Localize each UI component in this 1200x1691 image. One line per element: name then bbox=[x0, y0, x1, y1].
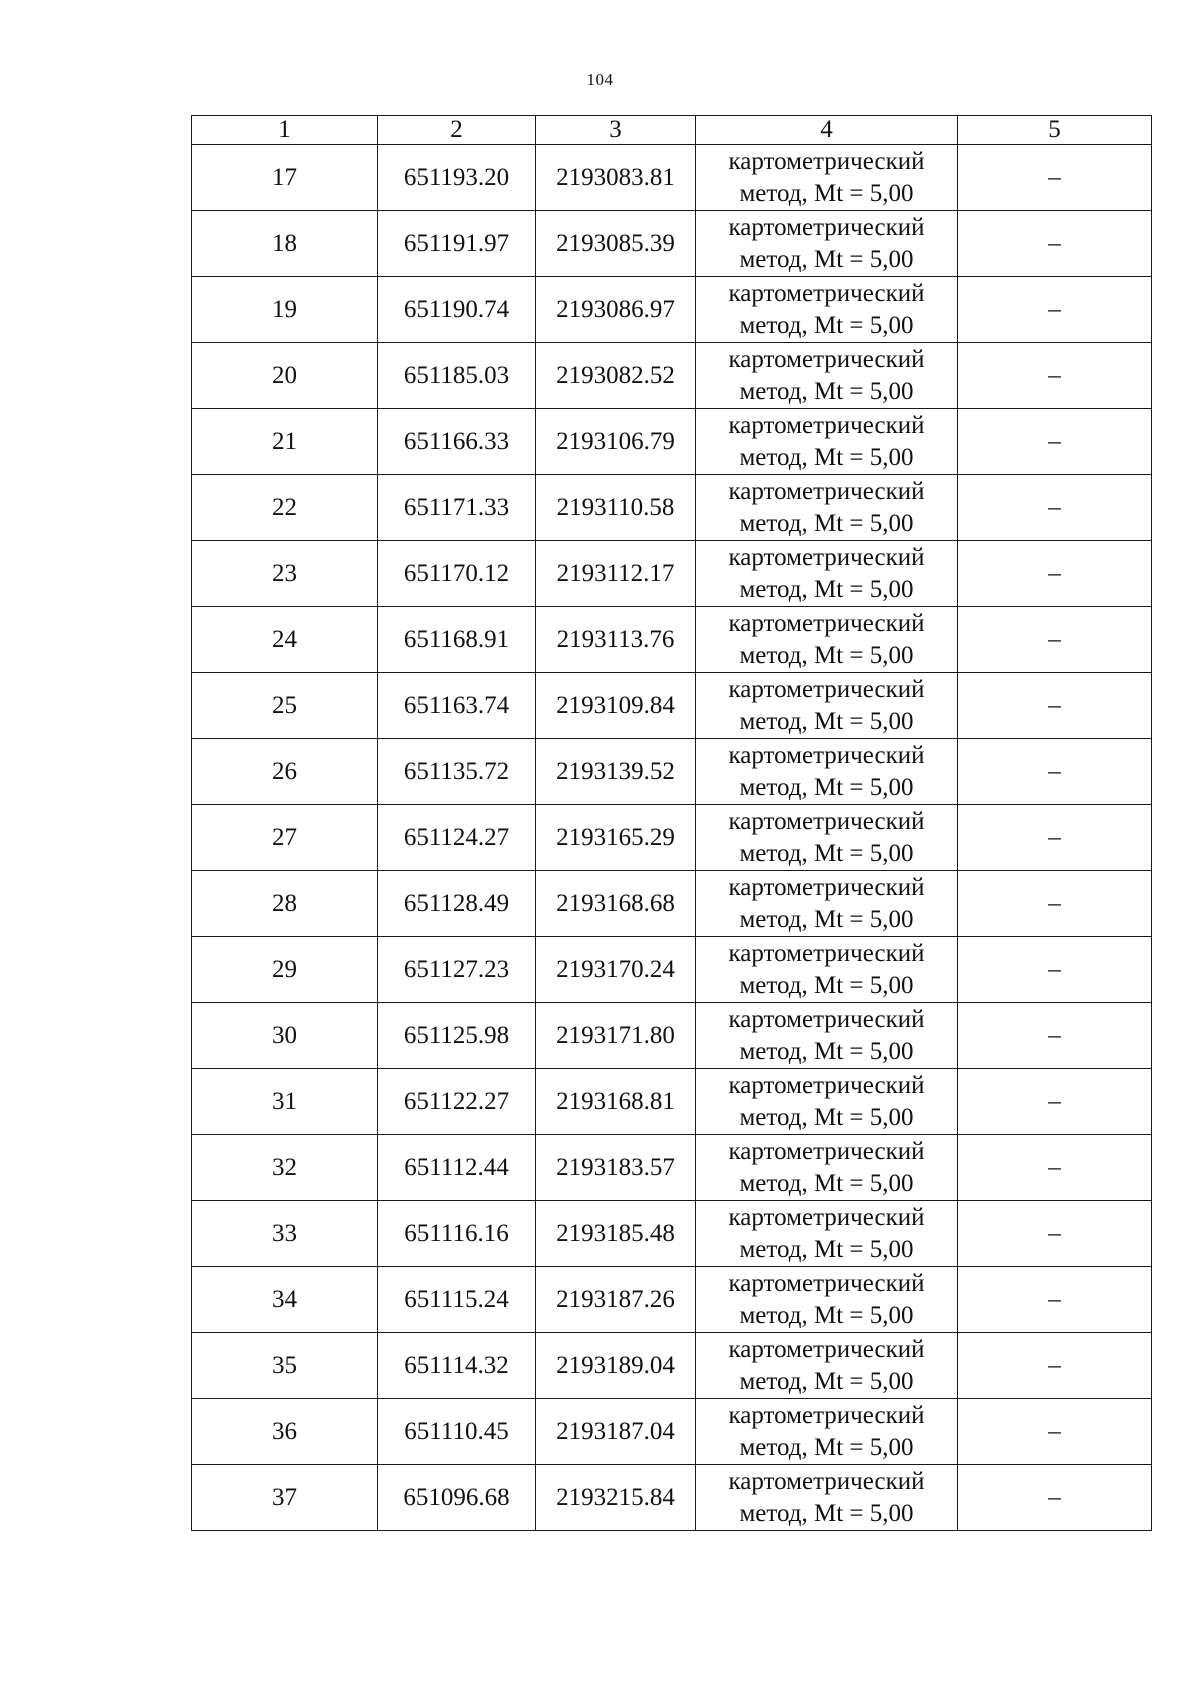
method-line-1: картометрический bbox=[728, 1401, 925, 1429]
point-number-cell: 17 bbox=[192, 145, 378, 211]
method-cell bbox=[696, 871, 958, 937]
table-row bbox=[192, 937, 1152, 1003]
method-cell bbox=[696, 541, 958, 607]
method-cell bbox=[696, 211, 958, 277]
table-row bbox=[192, 1465, 1152, 1531]
y-coordinate-cell: 2193168.81 bbox=[536, 1069, 696, 1135]
table-row bbox=[192, 871, 1152, 937]
method-line-1: картометрический bbox=[728, 1269, 925, 1297]
point-number-cell: 36 bbox=[192, 1399, 378, 1465]
table-row bbox=[192, 1333, 1152, 1399]
method-line-1: картометрический bbox=[728, 1335, 925, 1363]
method-line-1: картометрический bbox=[728, 1203, 925, 1231]
method-line-2: метод, Mt = 5,00 bbox=[739, 509, 914, 537]
y-coordinate-cell: 2193139.52 bbox=[536, 739, 696, 805]
x-coordinate-cell: 651193.20 bbox=[378, 145, 536, 211]
method-line-2: метод, Mt = 5,00 bbox=[739, 1103, 914, 1131]
method-line-2: метод, Mt = 5,00 bbox=[739, 773, 914, 801]
x-coordinate-cell: 651163.74 bbox=[378, 673, 536, 739]
note-cell: – bbox=[958, 475, 1152, 541]
method-line-1: картометрический bbox=[728, 411, 925, 439]
column-header-5: 5 bbox=[958, 116, 1152, 145]
point-number-cell: 22 bbox=[192, 475, 378, 541]
y-coordinate-cell: 2193109.84 bbox=[536, 673, 696, 739]
page-number: 104 bbox=[586, 70, 614, 89]
method-cell bbox=[696, 409, 958, 475]
y-coordinate-cell: 2193170.24 bbox=[536, 937, 696, 1003]
point-number-cell: 31 bbox=[192, 1069, 378, 1135]
method-cell bbox=[696, 1399, 958, 1465]
method-line-1: картометрический bbox=[728, 609, 925, 637]
y-coordinate-cell: 2193106.79 bbox=[536, 409, 696, 475]
y-coordinate-cell: 2193187.26 bbox=[536, 1267, 696, 1333]
method-line-2: метод, Mt = 5,00 bbox=[739, 1433, 914, 1461]
method-line-1: картометрический bbox=[728, 345, 925, 373]
method-line-2: метод, Mt = 5,00 bbox=[739, 443, 914, 471]
point-number-cell: 21 bbox=[192, 409, 378, 475]
method-cell bbox=[696, 1465, 958, 1531]
note-cell: – bbox=[958, 541, 1152, 607]
note-cell: – bbox=[958, 1399, 1152, 1465]
method-line-2: метод, Mt = 5,00 bbox=[739, 905, 914, 933]
method-cell bbox=[696, 1135, 958, 1201]
table-row bbox=[192, 1003, 1152, 1069]
note-cell: – bbox=[958, 1333, 1152, 1399]
method-cell bbox=[696, 145, 958, 211]
note-cell: – bbox=[958, 1267, 1152, 1333]
x-coordinate-cell: 651112.44 bbox=[378, 1135, 536, 1201]
table-row bbox=[192, 1201, 1152, 1267]
note-cell: – bbox=[958, 1003, 1152, 1069]
point-number-cell: 30 bbox=[192, 1003, 378, 1069]
point-number-cell: 33 bbox=[192, 1201, 378, 1267]
table-row bbox=[192, 211, 1152, 277]
note-cell: – bbox=[958, 937, 1152, 1003]
method-line-2: метод, Mt = 5,00 bbox=[739, 1499, 914, 1527]
method-line-2: метод, Mt = 5,00 bbox=[739, 1169, 914, 1197]
note-cell: – bbox=[958, 211, 1152, 277]
x-coordinate-cell: 651124.27 bbox=[378, 805, 536, 871]
x-coordinate-cell: 651166.33 bbox=[378, 409, 536, 475]
table-row bbox=[192, 1135, 1152, 1201]
method-line-1: картометрический bbox=[728, 807, 925, 835]
note-cell: – bbox=[958, 871, 1152, 937]
column-header-2: 2 bbox=[378, 116, 536, 145]
note-cell: – bbox=[958, 145, 1152, 211]
x-coordinate-cell: 651128.49 bbox=[378, 871, 536, 937]
note-cell: – bbox=[958, 805, 1152, 871]
x-coordinate-cell: 651135.72 bbox=[378, 739, 536, 805]
point-number-cell: 34 bbox=[192, 1267, 378, 1333]
method-line-2: метод, Mt = 5,00 bbox=[739, 1367, 914, 1395]
column-header-4: 4 bbox=[696, 116, 958, 145]
method-line-2: метод, Mt = 5,00 bbox=[739, 1037, 914, 1065]
y-coordinate-cell: 2193086.97 bbox=[536, 277, 696, 343]
y-coordinate-cell: 2193083.81 bbox=[536, 145, 696, 211]
note-cell: – bbox=[958, 1465, 1152, 1531]
method-line-1: картометрический bbox=[728, 873, 925, 901]
y-coordinate-cell: 2193189.04 bbox=[536, 1333, 696, 1399]
method-line-2: метод, Mt = 5,00 bbox=[739, 839, 914, 867]
table-row bbox=[192, 673, 1152, 739]
column-header-1: 1 bbox=[192, 116, 378, 145]
x-coordinate-cell: 651125.98 bbox=[378, 1003, 536, 1069]
note-cell: – bbox=[958, 607, 1152, 673]
note-cell: – bbox=[958, 277, 1152, 343]
method-line-1: картометрический bbox=[728, 1137, 925, 1165]
point-number-cell: 23 bbox=[192, 541, 378, 607]
x-coordinate-cell: 651168.91 bbox=[378, 607, 536, 673]
table-row bbox=[192, 541, 1152, 607]
note-cell: – bbox=[958, 1201, 1152, 1267]
method-line-1: картометрический bbox=[728, 213, 925, 241]
y-coordinate-cell: 2193112.17 bbox=[536, 541, 696, 607]
table-row bbox=[192, 1399, 1152, 1465]
method-line-1: картометрический bbox=[728, 741, 925, 769]
y-coordinate-cell: 2193165.29 bbox=[536, 805, 696, 871]
note-cell: – bbox=[958, 1135, 1152, 1201]
point-number-cell: 25 bbox=[192, 673, 378, 739]
table-row bbox=[192, 1069, 1152, 1135]
table-row bbox=[192, 409, 1152, 475]
point-number-cell: 29 bbox=[192, 937, 378, 1003]
method-cell bbox=[696, 739, 958, 805]
method-cell bbox=[696, 343, 958, 409]
method-cell bbox=[696, 1069, 958, 1135]
table-header-row bbox=[192, 116, 1152, 145]
column-header-3: 3 bbox=[536, 116, 696, 145]
x-coordinate-cell: 651185.03 bbox=[378, 343, 536, 409]
method-cell bbox=[696, 1003, 958, 1069]
table-row bbox=[192, 145, 1152, 211]
method-line-2: метод, Mt = 5,00 bbox=[739, 707, 914, 735]
y-coordinate-cell: 2193168.68 bbox=[536, 871, 696, 937]
point-number-cell: 20 bbox=[192, 343, 378, 409]
method-line-1: картометрический bbox=[728, 939, 925, 967]
method-cell bbox=[696, 1267, 958, 1333]
y-coordinate-cell: 2193215.84 bbox=[536, 1465, 696, 1531]
x-coordinate-cell: 651115.24 bbox=[378, 1267, 536, 1333]
y-coordinate-cell: 2193183.57 bbox=[536, 1135, 696, 1201]
method-line-2: метод, Mt = 5,00 bbox=[739, 179, 914, 207]
method-line-2: метод, Mt = 5,00 bbox=[739, 377, 914, 405]
x-coordinate-cell: 651190.74 bbox=[378, 277, 536, 343]
x-coordinate-cell: 651114.32 bbox=[378, 1333, 536, 1399]
method-line-2: метод, Mt = 5,00 bbox=[739, 641, 914, 669]
method-line-2: метод, Mt = 5,00 bbox=[739, 311, 914, 339]
method-line-2: метод, Mt = 5,00 bbox=[739, 971, 914, 999]
table-row bbox=[192, 607, 1152, 673]
y-coordinate-cell: 2193110.58 bbox=[536, 475, 696, 541]
table-row bbox=[192, 739, 1152, 805]
method-line-1: картометрический bbox=[728, 1467, 925, 1495]
method-cell bbox=[696, 805, 958, 871]
point-number-cell: 35 bbox=[192, 1333, 378, 1399]
method-line-1: картометрический bbox=[728, 1071, 925, 1099]
y-coordinate-cell: 2193082.52 bbox=[536, 343, 696, 409]
method-line-2: метод, Mt = 5,00 bbox=[739, 245, 914, 273]
method-cell bbox=[696, 1201, 958, 1267]
x-coordinate-cell: 651191.97 bbox=[378, 211, 536, 277]
method-line-1: картометрический bbox=[728, 147, 925, 175]
method-cell bbox=[696, 277, 958, 343]
method-line-1: картометрический bbox=[728, 543, 925, 571]
point-number-cell: 26 bbox=[192, 739, 378, 805]
note-cell: – bbox=[958, 739, 1152, 805]
table-row bbox=[192, 475, 1152, 541]
method-line-2: метод, Mt = 5,00 bbox=[739, 1235, 914, 1263]
y-coordinate-cell: 2193113.76 bbox=[536, 607, 696, 673]
coordinates-table bbox=[191, 115, 1152, 1531]
x-coordinate-cell: 651116.16 bbox=[378, 1201, 536, 1267]
point-number-cell: 32 bbox=[192, 1135, 378, 1201]
table-row bbox=[192, 1267, 1152, 1333]
note-cell: – bbox=[958, 673, 1152, 739]
table-row bbox=[192, 805, 1152, 871]
method-cell bbox=[696, 475, 958, 541]
x-coordinate-cell: 651122.27 bbox=[378, 1069, 536, 1135]
note-cell: – bbox=[958, 343, 1152, 409]
x-coordinate-cell: 651170.12 bbox=[378, 541, 536, 607]
method-cell bbox=[696, 1333, 958, 1399]
point-number-cell: 28 bbox=[192, 871, 378, 937]
method-line-1: картометрический bbox=[728, 279, 925, 307]
method-cell bbox=[696, 607, 958, 673]
point-number-cell: 19 bbox=[192, 277, 378, 343]
y-coordinate-cell: 2193187.04 bbox=[536, 1399, 696, 1465]
table-body bbox=[192, 145, 1152, 1531]
method-cell bbox=[696, 673, 958, 739]
x-coordinate-cell: 651171.33 bbox=[378, 475, 536, 541]
method-line-2: метод, Mt = 5,00 bbox=[739, 1301, 914, 1329]
point-number-cell: 18 bbox=[192, 211, 378, 277]
table-row bbox=[192, 277, 1152, 343]
x-coordinate-cell: 651096.68 bbox=[378, 1465, 536, 1531]
method-line-2: метод, Mt = 5,00 bbox=[739, 575, 914, 603]
table-row bbox=[192, 343, 1152, 409]
point-number-cell: 27 bbox=[192, 805, 378, 871]
y-coordinate-cell: 2193185.48 bbox=[536, 1201, 696, 1267]
y-coordinate-cell: 2193171.80 bbox=[536, 1003, 696, 1069]
x-coordinate-cell: 651110.45 bbox=[378, 1399, 536, 1465]
point-number-cell: 37 bbox=[192, 1465, 378, 1531]
y-coordinate-cell: 2193085.39 bbox=[536, 211, 696, 277]
point-number-cell: 24 bbox=[192, 607, 378, 673]
method-line-1: картометрический bbox=[728, 477, 925, 505]
note-cell: – bbox=[958, 409, 1152, 475]
method-line-1: картометрический bbox=[728, 1005, 925, 1033]
note-cell: – bbox=[958, 1069, 1152, 1135]
method-cell bbox=[696, 937, 958, 1003]
x-coordinate-cell: 651127.23 bbox=[378, 937, 536, 1003]
method-line-1: картометрический bbox=[728, 675, 925, 703]
